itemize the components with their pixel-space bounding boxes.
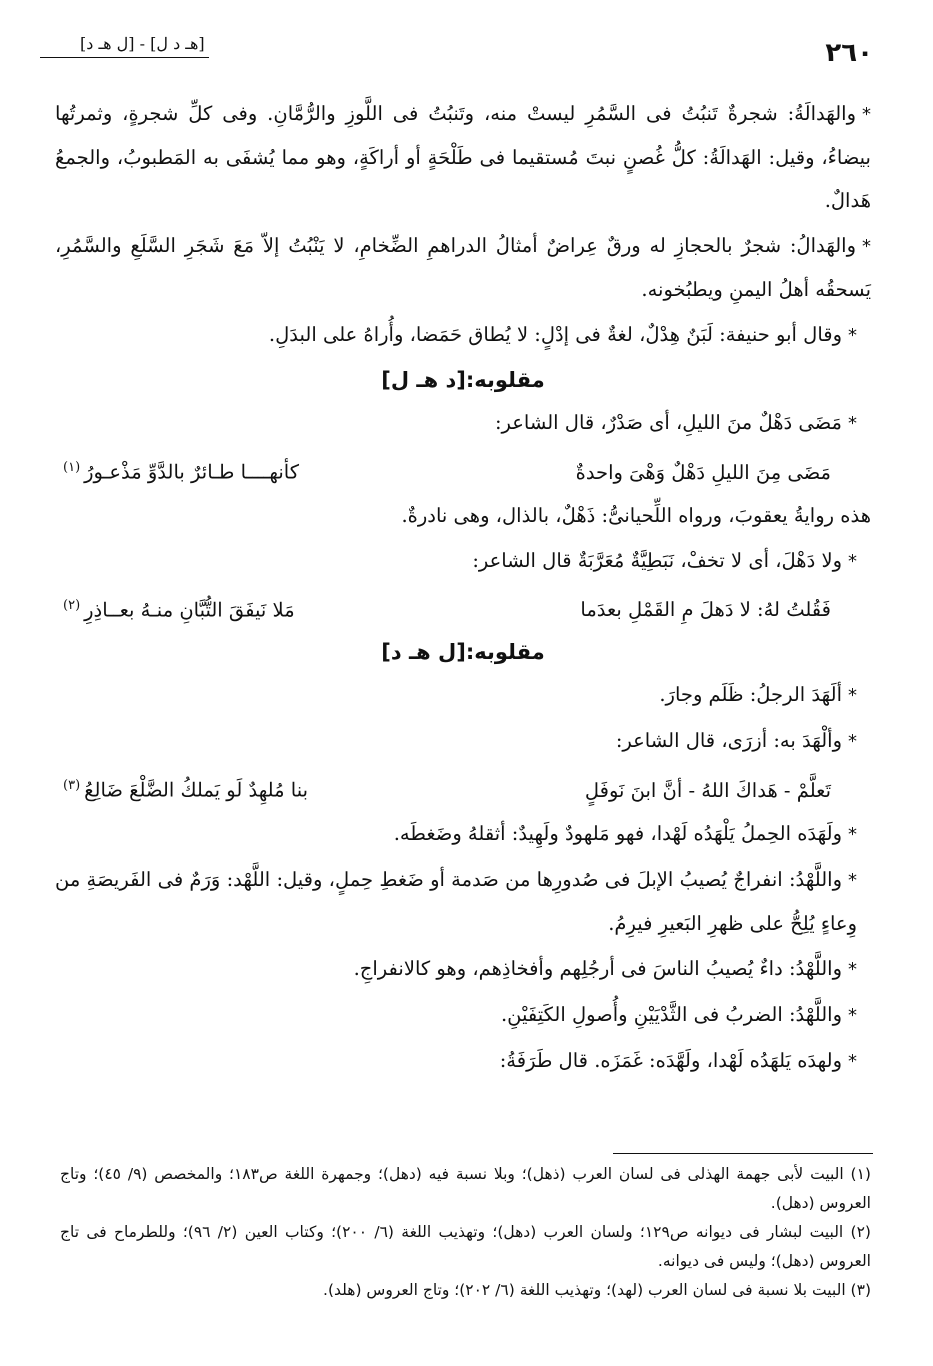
paragraph-text: والهَدالُ: شجرٌ بالحجازِ له ورقٌ عِراضٌ أمثالُ الدراهمِ الضِّخامِ، لا يَنْبُتُ إلاّ مَعَ شَجَرِ السَّلَعِ والسَّمُرِ، يَسحقُه أهلُ اليمنِ ويطبُخونه. [55, 234, 871, 301]
verse-hemistich-second [63, 765, 308, 812]
paragraph [55, 673, 871, 717]
asterisk-icon: * [848, 1050, 857, 1072]
paragraph [55, 812, 871, 856]
paragraph [55, 224, 871, 311]
footnote-ref: (٢) [63, 597, 81, 613]
paragraph [55, 539, 871, 583]
running-head: [هـ د ل] - [ل هـ د] [40, 34, 209, 58]
footnote-ref: (٣) [63, 778, 81, 793]
asterisk-icon: * [848, 550, 857, 572]
paragraph [55, 993, 871, 1037]
verse-hemistich-second [63, 447, 299, 494]
asterisk-icon: * [862, 236, 872, 257]
footnote-divider [613, 1153, 873, 1154]
verse-line [55, 585, 871, 632]
paragraph [55, 947, 871, 991]
paragraph-text: واللَّهْدُ: الضربُ فى الثَّدْيَيْنِ وأُصولِ الكَتِفَيْنِ. [500, 1002, 842, 1026]
asterisk-icon: * [848, 958, 857, 980]
paragraph [55, 858, 871, 945]
verse-text: بنا مُلهِدٌ لَو يَملكُ الضَّلْعَ ضَالِعُ [84, 778, 309, 802]
asterisk-icon: * [848, 1004, 857, 1026]
asterisk-icon: * [848, 869, 857, 891]
page-number: ٢٦٠ [825, 38, 873, 68]
asterisk-icon: * [848, 325, 857, 346]
footnote: (٢) البيت لبشار فى ديوانه ص١٢٩؛ ولسان العرب (دهل)؛ وتهذيب اللغة (٦/ ٢٠٠)؛ وكتاب العين (٢/ ٩٦)؛ وللطرماح فى تاج العروس (دهل)؛ وليس فى ديوانه. [60, 1223, 871, 1270]
paragraph-text: هذه روايةُ يعقوبَ، ورواه اللِّحيانىُّ: ذَهْلٌ، بالذال، وهى نادرةٌ. [401, 503, 871, 527]
footnotes [60, 1160, 871, 1305]
paragraph [55, 92, 871, 222]
paragraph [55, 1039, 871, 1083]
footnote-ref: (١) [63, 460, 81, 475]
page-header [40, 30, 873, 70]
main-text [55, 92, 871, 1085]
verse-text: كأنهــــا طـائرٌ بالدَّوِّ مَذْعـورُ [84, 460, 300, 484]
verse-hemistich-second [63, 585, 295, 632]
verse-text: مَلا نَيفَقَ التُّبَّانِ منـهُ بعــاذِرِ [84, 598, 295, 621]
paragraph-text: واللَّهْدُ: داءٌ يُصيبُ الناسَ فى أرجُلِهم وأفخاذِهم، وهو كالانفراجِ. [353, 956, 842, 980]
paragraph-text: وألْهَدَ به: أزرَى، قال الشاعر: [615, 729, 842, 752]
verse-hemistich-first: تَعلَّمْ - هَداكَ اللهُ - أنَّ ابنَ نَوفَلٍ [584, 778, 831, 802]
verse-line [55, 447, 871, 494]
paragraph-text: ولهدَه يَلهَدُه لَهْدا، ولَهَّدَه: غَمَزَه. قال طَرَفَةُ: [499, 1048, 842, 1072]
footnote: (٣) البيت بلا نسبة فى لسان العرب (لهد)؛ وتهذيب اللغة (٦/ ٢٠٢)؛ وتاج العروس (هلد). [323, 1281, 871, 1299]
asterisk-icon: * [848, 731, 857, 752]
asterisk-icon: * [848, 823, 857, 845]
section-heading: مقلوبه:[ل هـ د] [381, 640, 545, 664]
paragraph-text: واللَّهْدُ: انفراجٌ يُصيبُ الإبلَ فى صُدورِها من صَدمة أو ضَغطِ حِملٍ، وقيل: اللَّهْد: وَرَمٌ فى الفَريصَةِ من وِعاءٍ يُلِحُّ على ظهرِ البَعيرِ فيرِمُ. [55, 867, 857, 935]
paragraph-text: ألَهَدَ الرجلُ: ظَلَم وجارَ. [659, 683, 842, 706]
asterisk-icon: * [848, 685, 857, 706]
paragraph-text: والهَدالَةُ: شجرةٌ تَنبُتُ فى السَّمُرِ ليستْ منه، وتَنبُتُ فى اللَّوزِ والرُّمَّانِ. وفى كلِّ شجرةٍ، وثمرتُها بيضاءُ، وقيل: الهَدالَةُ: كلُّ غُصنٍ نبتَ مُستقيما فى طَلْحَةٍ أو أراكَةٍ، وهو مما يُشفَى به المَطبوبُ، والجمعُ هَدالٌ. [55, 102, 871, 212]
paragraph-text: مَضَى دَهْلٌ منَ الليلِ، أى صَدْرٌ، قال الشاعر: [494, 411, 842, 434]
paragraph-text: ولا دَهْلَ، أى لا تخفْ، نَبَطِيَّةٌ مُعَرَّبَةٌ قال الشاعر: [472, 548, 842, 572]
paragraph [55, 719, 871, 763]
paragraph-text: وقال أبو حنيفة: لَبَنٌ هِدْلٌ، لغةٌ فى إدْلٍ: لا يُطاق حَمَضا، وأُراهُ على البدَلِ. [268, 323, 842, 346]
verse-hemistich-first: فَقُلتُ لهُ: لا دَهلَ مِ القَمْلِ بعدَما [580, 598, 831, 621]
asterisk-icon: * [848, 413, 857, 434]
paragraph [55, 494, 871, 537]
footnote: (١) البيت لأبى جهمة الهذلى فى لسان العرب (ذهل)؛ وبلا نسبة فيه (دهل)؛ وجمهرة اللغة ص١٨٣؛ والمخصص (٩/ ٤٥)؛ وتاج العروس (دهل). [60, 1165, 871, 1212]
paragraph-text: ولَهَدَه الحِملُ يَلْهَدُه لَهْدا، فهو مَلهودٌ ولَهِيدٌ: أثقلهُ وضَغطَه. [393, 821, 842, 845]
verse-hemistich-first: مَضَى مِنَ الليلِ دَهْلٌ وَهْىَ واحدةٌ [575, 460, 831, 484]
paragraph [55, 313, 871, 357]
asterisk-icon: * [862, 104, 871, 125]
section-heading: مقلوبه:[د هـ ل] [381, 368, 545, 392]
paragraph [55, 401, 871, 445]
verse-line [55, 765, 871, 812]
